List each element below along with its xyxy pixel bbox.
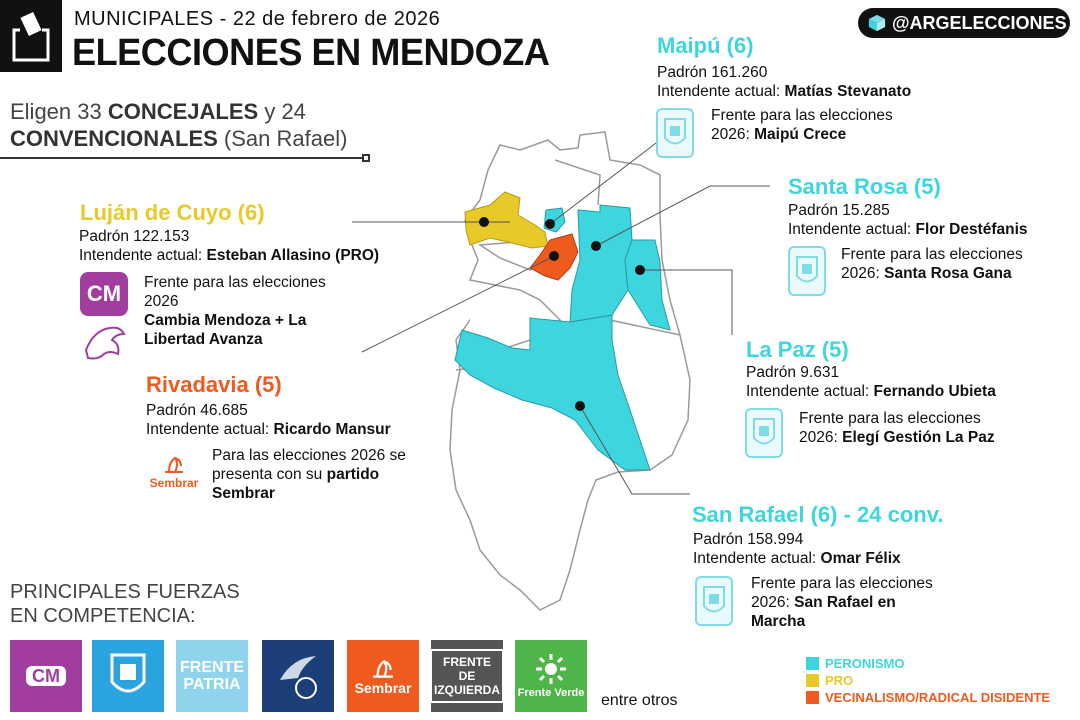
force-tile-frente-verde[interactable] <box>515 640 587 712</box>
la-paz-padron: Padrón 9.631 <box>746 364 840 381</box>
sembrar-logo-text: Sembrar <box>149 476 199 490</box>
district-santa-rosa-frente <box>841 245 1041 283</box>
force-tile-label: CM <box>26 666 66 686</box>
san-rafael-intendente: Omar Félix <box>820 550 901 567</box>
handle-text: @ARGELECCIONES <box>892 12 1067 33</box>
force-tile-sembrar[interactable] <box>347 640 419 712</box>
district-maipu-info <box>657 63 911 101</box>
district-san-rafael-name: San Rafael (6) - 24 conv. <box>692 502 944 527</box>
santa-rosa-frente: Santa Rosa Gana <box>884 265 1012 282</box>
district-maipu-frente <box>711 106 931 144</box>
district-rivadavia-name: Rivadavia (5) <box>146 372 282 397</box>
sembrar-icon <box>161 454 187 476</box>
legend-label: VECINALISMO/RADICAL DISIDENTE <box>825 690 1051 705</box>
rivadavia-frente: Sembrar <box>212 485 275 502</box>
intro-post: (San Rafael) <box>217 126 348 151</box>
maipu-frente-pre: Frente para las elecciones 2026: <box>711 107 893 143</box>
legend-item-peronismo <box>806 656 904 671</box>
district-san-rafael-frente <box>751 574 951 631</box>
force-tile-label: Sembrar <box>354 680 412 696</box>
district-lujan-name: Luján de Cuyo (6) <box>80 200 265 225</box>
rivadavia-intendente: Ricardo Mansur <box>273 421 391 438</box>
lujan-padron: Padrón 122.153 <box>79 228 190 245</box>
maipu-intendente-label: Intendente actual: <box>657 83 785 100</box>
santa-rosa-intendente: Flor Destéfanis <box>915 221 1028 238</box>
la-paz-intendente: Fernando Ubieta <box>873 383 996 400</box>
header-kicker: MUNICIPALES - 22 de febrero de 2026 <box>74 8 441 30</box>
intro-convencionales: CONVENCIONALES <box>10 126 218 151</box>
partido-democrata-icon <box>272 650 324 702</box>
san-rafael-padron: Padrón 158.994 <box>693 531 804 548</box>
sembrar-logo <box>144 448 204 496</box>
sunflower-icon <box>534 652 568 686</box>
justicialista-shield-icon <box>107 650 149 702</box>
legend-label: PRO <box>825 673 854 688</box>
legend-swatch <box>806 691 819 704</box>
force-tile-frente-izquierda[interactable] <box>431 640 503 712</box>
district-san-rafael-info <box>693 530 901 568</box>
cambia-mendoza-logo <box>80 272 128 316</box>
lujan-intendente: Esteban Allasino (PRO) <box>206 247 380 264</box>
san-rafael-frente: San Rafael en Marcha <box>751 594 896 630</box>
san-rafael-frente-pre: Frente para las elecciones 2026: <box>751 575 933 611</box>
maipu-frente: Maipú Crece <box>754 126 847 143</box>
lujan-frente: Cambia Mendoza + La Libertad Avanza <box>144 312 307 348</box>
libertad-avanza-lion-icon <box>80 320 128 362</box>
legend-label: PERONISMO <box>825 656 905 671</box>
district-la-paz-info <box>746 363 996 401</box>
rivadavia-intendente-label: Intendente actual: <box>146 421 274 438</box>
district-lujan-frente <box>144 273 344 349</box>
maipu-padron: Padrón 161.260 <box>657 64 768 81</box>
san-rafael-intendente-label: Intendente actual: <box>693 550 821 567</box>
santa-rosa-padron: Padrón 15.285 <box>788 202 890 219</box>
force-tile-frente-patria[interactable]: FRENTE PATRIA <box>176 640 248 712</box>
lujan-intendente-label: Intendente actual: <box>79 247 207 264</box>
justicialista-shield-icon <box>695 576 733 626</box>
legend-swatch <box>806 657 819 670</box>
la-paz-frente: Elegí Gestión La Paz <box>842 429 995 446</box>
rivadavia-padron: Padrón 46.685 <box>146 402 248 419</box>
force-tile-partido-democrata[interactable] <box>262 640 334 712</box>
intro-pre: Eligen 33 <box>10 99 108 124</box>
district-la-paz-frente <box>799 409 999 447</box>
force-tile-label: FRENTE DE IZQUIERDA <box>430 649 504 703</box>
cambia-mendoza-logo-text: CM <box>86 281 122 306</box>
district-rivadavia-frente <box>212 446 432 503</box>
legend-item-pro <box>806 673 853 688</box>
entre-otros-text: entre otros <box>601 692 678 709</box>
justicialista-shield-icon <box>656 108 694 158</box>
intro-concejales: CONCEJALES <box>107 99 259 124</box>
santa-rosa-frente-pre: Frente para las elecciones 2026: <box>841 246 1023 282</box>
district-rivadavia-info <box>146 401 391 439</box>
intro-mid: y 24 <box>258 99 306 124</box>
district-lujan-info <box>79 227 379 265</box>
page-title: ELECCIONES EN MENDOZA <box>72 32 550 74</box>
santa-rosa-intendente-label: Intendente actual: <box>788 221 916 238</box>
legend-item-vecinalismo <box>806 690 1050 705</box>
justicialista-shield-icon <box>788 246 826 296</box>
forces-title: PRINCIPALES FUERZAS EN COMPETENCIA: <box>10 581 240 627</box>
force-tile-justicialista[interactable] <box>92 640 164 712</box>
maipu-intendente: Matías Stevanato <box>784 83 912 100</box>
district-maipu-name: Maipú (6) <box>657 33 754 58</box>
rivadavia-frente-pre: Para las elecciones 2026 se presenta con su <box>212 447 406 483</box>
justicialista-shield-icon <box>745 408 783 458</box>
sembrar-icon <box>368 657 398 681</box>
la-paz-intendente-label: Intendente actual: <box>746 383 874 400</box>
district-la-paz-name: La Paz (5) <box>746 337 849 362</box>
force-tile-cambia-mendoza[interactable] <box>10 640 82 712</box>
district-santa-rosa-info <box>788 201 1028 239</box>
la-paz-frente-pre: Frente para las elecciones 2026: <box>799 410 981 446</box>
rivadavia-frente-mid: partido <box>326 466 380 483</box>
legend-swatch <box>806 674 819 687</box>
district-santa-rosa-name: Santa Rosa (5) <box>788 174 941 199</box>
lujan-frente-pre: Frente para las elecciones 2026 <box>144 274 326 310</box>
force-tile-label: Frente Verde <box>517 687 585 699</box>
